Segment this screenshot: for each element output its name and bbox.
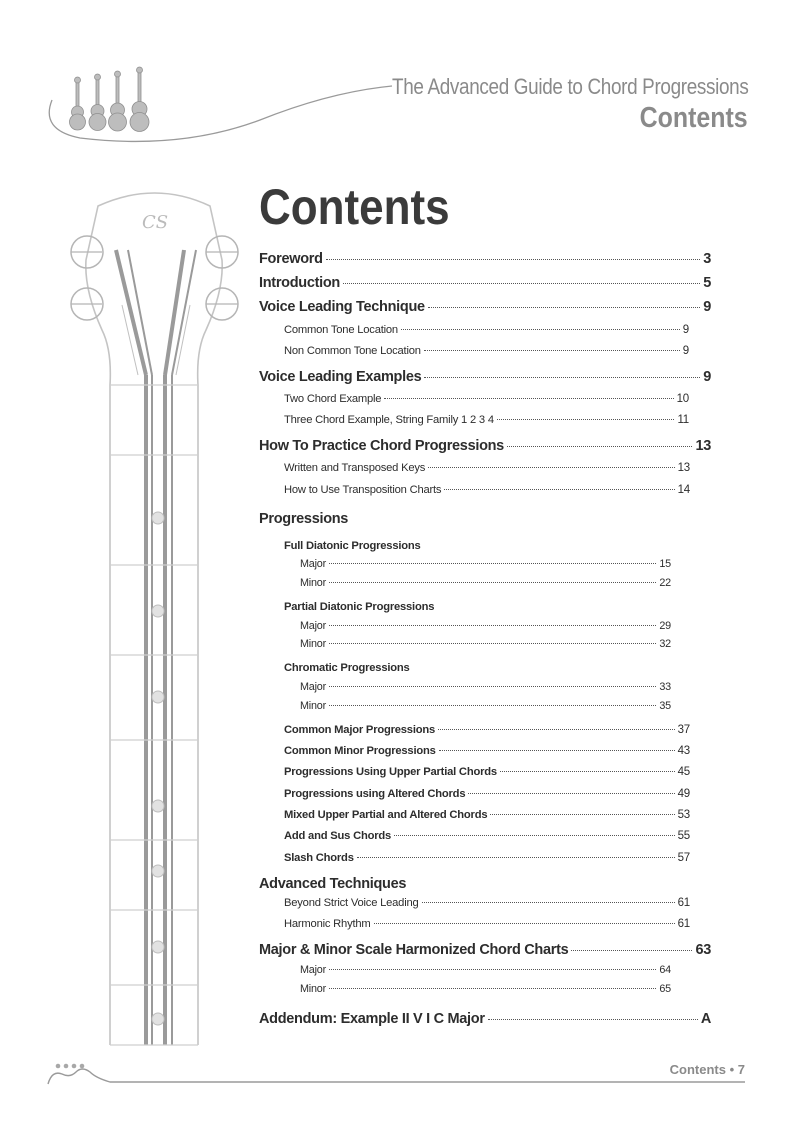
toc-entry[interactable]: Non Common Tone Location 9 — [284, 345, 689, 357]
toc-entry[interactable]: Two Chord Example 10 — [284, 393, 689, 405]
headstock-logo: CS — [142, 212, 169, 233]
page-title: Contents — [259, 179, 450, 235]
toc-entry[interactable]: Major 64 — [300, 964, 671, 976]
toc-subsection-full-diatonic[interactable]: Full Diatonic Progressions — [284, 540, 421, 552]
toc-subsection-chromatic[interactable]: Chromatic Progressions — [284, 662, 410, 674]
toc-entry[interactable]: Minor 22 — [300, 577, 671, 589]
header-section-title: Contents — [639, 102, 748, 134]
toc-entry-foreword[interactable]: Foreword 3 — [259, 251, 711, 267]
toc-entry[interactable]: Slash Chords 57 — [284, 852, 690, 864]
toc-entry[interactable]: Minor 65 — [300, 983, 671, 995]
toc-entry[interactable]: Minor 35 — [300, 700, 671, 712]
toc-section-progressions[interactable]: Progressions — [259, 511, 349, 527]
fret-marker — [152, 691, 164, 703]
toc-entry-harmonized-charts[interactable]: Major & Minor Scale Harmonized Chord Charts 63 — [259, 942, 711, 958]
fret-marker — [152, 1013, 164, 1025]
toc-entry[interactable]: Common Tone Location 9 — [284, 324, 689, 336]
toc-entry[interactable]: Harmonic Rhythm 61 — [284, 918, 690, 930]
fret-marker — [152, 865, 164, 877]
toc-section-advanced-techniques[interactable]: Advanced Techniques — [259, 876, 407, 892]
toc-entry-introduction[interactable]: Introduction 5 — [259, 275, 711, 291]
toc-entry[interactable]: Major 29 — [300, 620, 671, 632]
fret-marker — [152, 941, 164, 953]
toc-entry[interactable]: Major 33 — [300, 681, 671, 693]
headstock-outline — [86, 193, 222, 1045]
fret-marker — [152, 800, 164, 812]
toc-entry-voice-leading-examples[interactable]: Voice Leading Examples 9 — [259, 369, 711, 385]
book-title: The Advanced Guide to Chord Progressions — [391, 74, 748, 99]
toc-subsection-partial-diatonic[interactable]: Partial Diatonic Progressions — [284, 601, 435, 613]
toc-entry[interactable]: Progressions Using Upper Partial Chords 45 — [284, 766, 690, 778]
toc-entry-voice-leading-technique[interactable]: Voice Leading Technique 9 — [259, 299, 711, 315]
toc-entry[interactable]: Progressions using Altered Chords 49 — [284, 788, 690, 800]
toc-entry[interactable]: Three Chord Example, String Family 1 2 3 4 11 — [284, 414, 689, 426]
toc-entry-addendum[interactable]: Addendum: Example II V I C Major A — [259, 1011, 711, 1027]
fret-marker — [152, 605, 164, 617]
toc-entry[interactable]: Major 15 — [300, 558, 671, 570]
toc-entry[interactable]: Mixed Upper Partial and Altered Chords 53 — [284, 809, 690, 821]
guitar-neck-illustration — [0, 0, 260, 1123]
toc-entry[interactable]: Beyond Strict Voice Leading 61 — [284, 897, 690, 909]
toc-entry[interactable]: Common Major Progressions 37 — [284, 724, 690, 736]
toc-entry[interactable]: Minor 32 — [300, 638, 671, 650]
toc-entry[interactable]: Common Minor Progressions 43 — [284, 745, 690, 757]
toc-entry[interactable]: How to Use Transposition Charts 14 — [284, 484, 690, 496]
toc-entry[interactable]: Add and Sus Chords 55 — [284, 830, 690, 842]
toc-entry-how-to-practice[interactable]: How To Practice Chord Progressions 13 — [259, 438, 711, 454]
fret-marker — [152, 512, 164, 524]
table-of-contents — [259, 0, 714, 1123]
page-footer: Contents • 7 — [669, 1062, 745, 1077]
toc-entry[interactable]: Written and Transposed Keys 13 — [284, 462, 690, 474]
